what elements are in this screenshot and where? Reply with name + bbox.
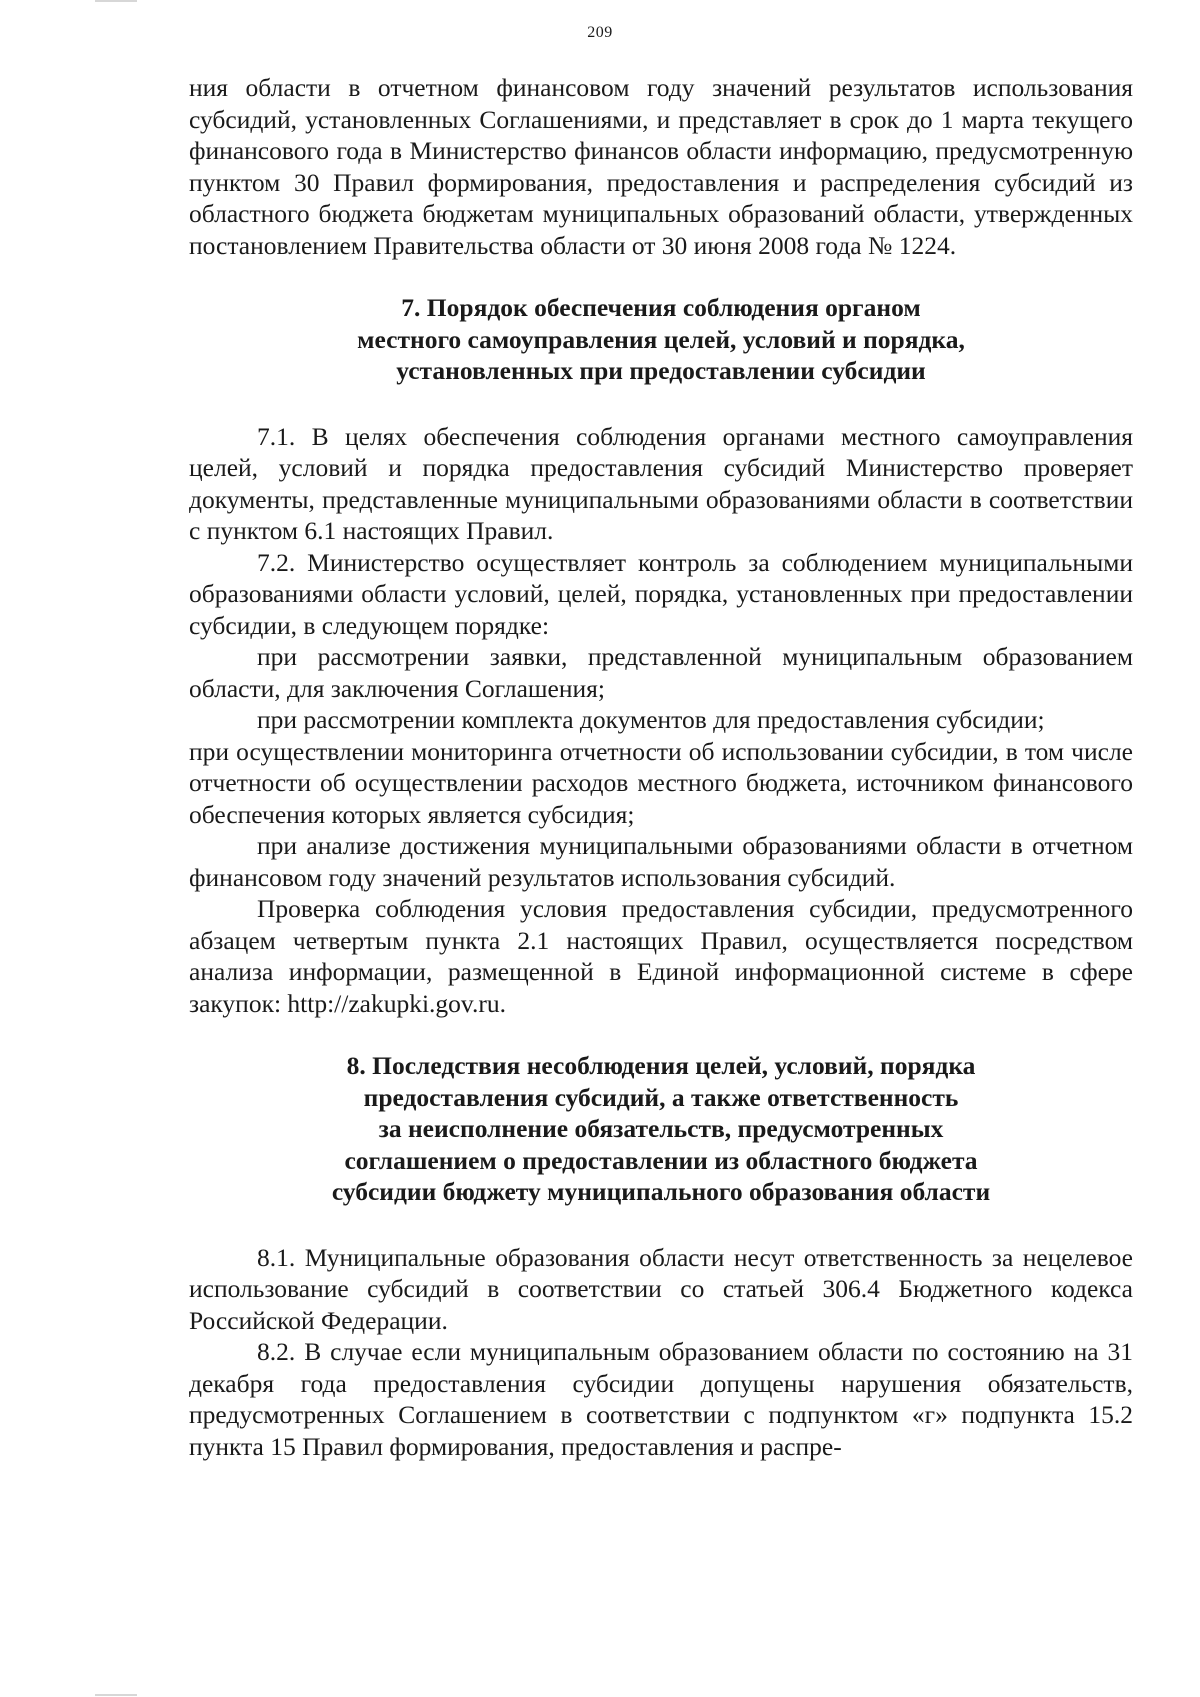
intro-paragraph: ния области в отчетном финансовом году значений результатов использования субсидий, установленных Соглашениями, и представляет в срок до 1 марта текущего финансового года в Министерство финансов области информацию, предусмотренную пунктом 30 Правил формирования, предоставления и распределения субсидий из областного бюджета бюджетам муниципальных образований области, утвержденных постановлением Правительства области от 30 июня 2008 года № 1224. bbox=[189, 73, 1133, 260]
paragraph-7-1: 7.1. В целях обеспечения соблюдения органами местного самоуправления целей, условий и порядка предоставления субсидий Министерство проверяет документы, представленные муниципальными образованиями области в соответствии с пунктом 6.1 настоящих Правил. bbox=[189, 421, 1133, 545]
section-8-heading bbox=[189, 1050, 1133, 1208]
section-8-heading-line: предоставления субсидий, а также ответственность bbox=[363, 1082, 959, 1112]
section-8-heading-line: за неисполнение обязательств, предусмотренных bbox=[378, 1114, 944, 1143]
section-7-heading bbox=[189, 292, 1133, 387]
paragraph-7-2-item-monitoring: при осуществлении мониторинга отчетности об использовании субсидии, в том числе отчетности об осуществлении расходов местного бюджета, источником финансового обеспечения которых является субсидия; bbox=[189, 736, 1133, 829]
scan-edge-mark-top bbox=[95, 0, 137, 2]
section-8-heading-line: субсидии бюджету муниципального образования области bbox=[331, 1177, 991, 1206]
paragraph-8-2: 8.2. В случае если муниципальным образованием области по состоянию на 31 декабря года предоставления субсидии допущены нарушения обязательств, предусмотренных Соглашением в соответствии с подпунктом «г» подпункта 15.2 пункта 15 Правил формирования, предоставления и распре- bbox=[189, 1337, 1133, 1461]
section-7-heading-line: 7. Порядок обеспечения соблюдения органом bbox=[401, 293, 921, 322]
section-8-heading-line: 8. Последствия несоблюдения целей, условий, порядка bbox=[346, 1051, 976, 1080]
section-7-heading-line: установленных при предоставлении субсидии bbox=[396, 356, 926, 385]
scan-edge-mark-bottom bbox=[95, 1694, 137, 1696]
section-8-heading-line: соглашением о предоставлении из областного бюджета bbox=[344, 1145, 978, 1175]
paragraph-7-verification: Проверка соблюдения условия предоставления субсидии, предусмотренного абзацем четвертым пункта 2.1 настоящих Правил, осуществляется посредством анализа информации, размещенной в Единой информационной системе в сфере закупок: http://zakupki.gov.ru. bbox=[189, 894, 1133, 1018]
section-7-heading-line: местного самоуправления целей, условий и порядка, bbox=[357, 324, 965, 354]
paragraph-7-2-item-application: при рассмотрении заявки, представленной муниципальным образованием области, для заключения Соглашения; bbox=[189, 642, 1133, 703]
paragraph-7-2-item-analysis: при анализе достижения муниципальными образованиями области в отчетном финансовом году значений результатов использования субсидий. bbox=[189, 831, 1133, 892]
paragraph-7-2-item-documents: при рассмотрении комплекта документов для предоставления субсидии; bbox=[257, 705, 1045, 734]
paragraph-8-1: 8.1. Муниципальные образования области несут ответственность за нецелевое использование субсидий в соответствии со статьей 306.4 Бюджетного кодекса Российской Федерации. bbox=[189, 1242, 1133, 1335]
page-number: 209 bbox=[587, 24, 613, 41]
document-body bbox=[189, 72, 1133, 1462]
paragraph-7-2: 7.2. Министерство осуществляет контроль за соблюдением муниципальными образованиями области условий, целей, порядка, установленных при предоставлении субсидии, в следующем порядке: bbox=[189, 547, 1133, 640]
